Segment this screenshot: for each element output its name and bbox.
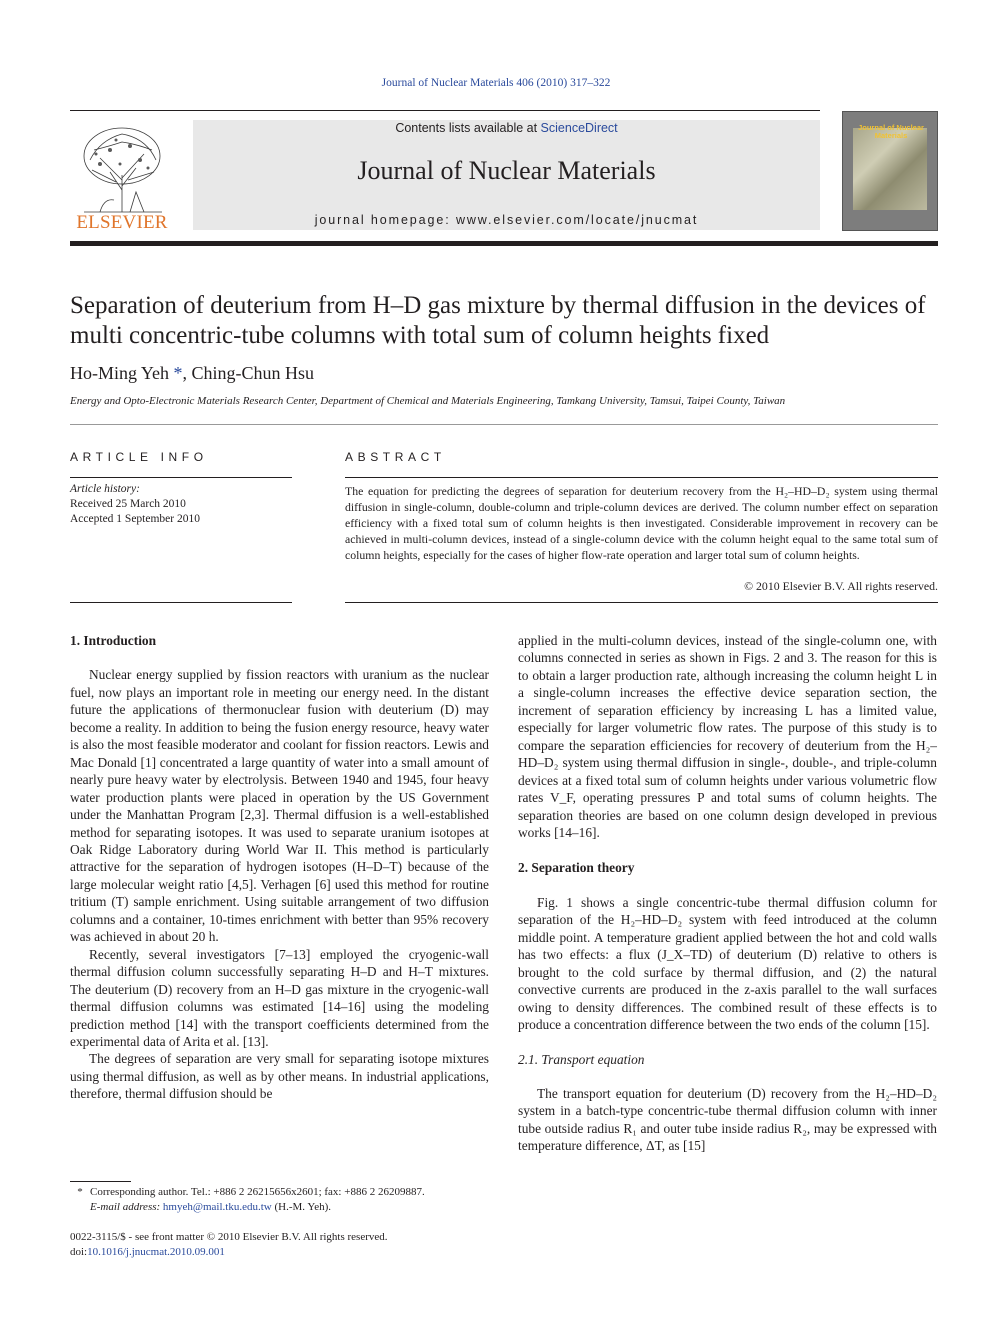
abstract-copyright: © 2010 Elsevier B.V. All rights reserved. — [744, 579, 938, 593]
doi-label: doi: — [70, 1246, 88, 1258]
cover-image — [853, 128, 927, 210]
corresponding-author-footnote — [70, 1185, 425, 1215]
author-name[interactable]: Ching-Chun Hsu — [191, 363, 315, 383]
abstract-bottom-rule — [345, 602, 938, 603]
article-info-top-rule — [70, 477, 292, 478]
contents-line — [193, 121, 820, 135]
article-title: Separation of deuterium from H–D gas mixture by thermal diffusion in the devices of multi concentric-tube columns with total sum of column heights fixed — [70, 292, 926, 349]
header-thick-divider — [70, 241, 938, 246]
issn-line: 0022-3115/$ - see front matter © 2010 Elsevier B.V. All rights reserved. — [70, 1231, 388, 1243]
footnote-rule — [70, 1181, 131, 1182]
email-label: E-mail address: — [90, 1201, 161, 1213]
article-info-heading: ARTICLE INFO — [70, 450, 208, 464]
intro-paragraph-1: Nuclear energy supplied by fission reactors with uranium as the nuclear fuel, now plays an important role in meeting our energy need. In the distant future the applications of thermonuclear fusion with deuterium (D) may become a reality. In addition to being the fusion energy resource, heavy water is also the most feasible moderator and coolant for fission reactors. Lewis and Mac Donald [1] concentrated a large quantity of water into a small amount of nearly pure heavy water by electrolysis. Between 1940 and 1945, four heavy water production plants were placed in operation by the US Government under the Manhattan Program [2,3]. Thermal diffusion is a well-established method for separating isotopes. It was used to separate uranium isotopes at Oak Ridge Laboratory during World War II. This method is particularly attractive for the separation of hydrogen isotopes (H–D–T) because of the large molecular weight ratio [4,5]. Verhagen [6] used this method for routine tritium (T) sample enrichment. Using suitable arrangement of two diffusion columns and a container, 10-times enrichment with better than 95% recovery was achieved in about 20 h. — [70, 667, 489, 945]
section-heading-separation-theory: 2. Separation theory — [518, 860, 635, 876]
intro-paragraph-continued: applied in the multi-column devices, instead of the single-column one, with columns connected in series as shown in Figs. 2 and 3. The reason for this is to obtain a larger production rate, although increasing the column height L in a single-column increases the effective device separation section, the increment of separation efficiency by increasing L has a limited value, especially for larger volumetric flow rates. The purpose of this study is to compare the separation efficiencies for recovery of deuterium from the H₂–HD–D₂ system using thermal diffusion in single-, double-, and triple-column devices at a fixed total sum of column heights under various volumetric flow rates V_F, operating pressures P and total sums of column heights. The separation theories are based on one column design developed in previous works [14–16]. — [518, 633, 937, 840]
received-date: Received 25 March 2010 — [70, 498, 186, 510]
journal-homepage-line[interactable]: journal homepage: www.elsevier.com/locate/jnucmat — [314, 213, 699, 227]
doi-link[interactable]: 10.1016/j.jnucmat.2010.09.001 — [87, 1246, 225, 1258]
author-name[interactable]: Ho-Ming Yeh — [70, 363, 170, 383]
journal-title: Journal of Nuclear Materials — [357, 156, 656, 185]
accepted-date: Accepted 1 September 2010 — [70, 513, 200, 525]
abstract-text: The equation for predicting the degrees of separation for deuterium recovery from the H₂–HD–D₂ system using thermal diffusion in single-column, double-column and triple-column devices are derived. The column number effect on separation efficiency with a fixed total sum of column heights is then investigated. Considerable improvement in recovery can be achieved in multi-column devices, instead of a single-column device with the column height equal to the same total sum of column heights, especially for the cases of higher flow-rate operation and larger total sum of column heights. — [345, 484, 938, 562]
article-history — [70, 482, 200, 527]
theory-paragraph-1: Fig. 1 shows a single concentric-tube thermal diffusion column for separation of the H₂–HD–D₂ system with feed introduced at the column middle point. A temperature gradient applied between the hot and cold walls has two effects: a flux (J_X–TD) of deuterium (D) relative to others is brought to the cold surface by thermal diffusion, and (2) the natural convective currents are produced in the z-axis parallel to the wall surfaces owing to density differences. The combined result of these effects is to produce a concentration difference between the two ends of the column [15]. — [518, 894, 937, 1033]
footnote-mark: * — [77, 1186, 83, 1198]
sciencedirect-link[interactable]: ScienceDirect — [540, 121, 618, 135]
cover-title: Journal of Nuclear Materials — [858, 123, 924, 140]
contents-prefix: Contents lists available at — [395, 121, 541, 135]
transport-paragraph-1: The transport equation for deuterium (D) recovery from the H₂–HD–D₂ system in a batch-type concentric-tube thermal diffusion column with inner tube outside radius R₁ and outer tube inside radius R₂, may be expressed with temperature difference, ΔT, as [15] — [518, 1085, 937, 1154]
author-separator: , — [182, 363, 192, 383]
subsection-heading-transport-equation: 2.1. Transport equation — [518, 1051, 645, 1067]
affiliation: Energy and Opto-Electronic Materials Research Center, Department of Chemical and Materials Engineering, Tamkang University, Tamsui, Taipei County, Taiwan — [70, 395, 786, 407]
intro-paragraph-3: The degrees of separation are very small for separating isotope mixtures using thermal diffusion, as well as by other means. In industrial applications, therefore, thermal diffusion should be — [70, 1051, 489, 1102]
affiliation-divider — [70, 424, 938, 425]
history-label: Article history: — [70, 483, 140, 495]
header-divider — [70, 110, 820, 111]
corresponding-author-mark[interactable]: * — [173, 363, 183, 383]
article-info-bottom-rule — [70, 602, 292, 603]
journal-reference-link[interactable]: Journal of Nuclear Materials 406 (2010) 317–322 — [381, 77, 611, 89]
email-suffix: (H.-M. Yeh). — [271, 1201, 332, 1213]
email-link[interactable]: hmyeh@mail.tku.edu.tw — [162, 1201, 272, 1213]
elsevier-wordmark: ELSEVIER — [76, 212, 168, 233]
journal-cover-thumbnail[interactable] — [842, 111, 938, 231]
abstract-heading: ABSTRACT — [345, 450, 446, 464]
body-left-column — [70, 632, 489, 1103]
issn-doi-block — [70, 1230, 388, 1260]
body-right-column — [518, 632, 937, 1155]
intro-paragraph-2: Recently, several investigators [7–13] employed the cryogenic-wall thermal diffusion column successfully separating H–D and H–T mixtures. The deuterium (D) recovery from an H–D gas mixture in the cryogenic-wall thermal diffusion columns was estimated [14–16] using the modeling prediction method [14] with the transport coefficients determined from the experimental data of Arita et al. [13]. — [70, 946, 489, 1049]
abstract-top-rule — [345, 477, 938, 478]
section-heading-introduction: 1. Introduction — [70, 633, 157, 648]
footnote-contact: Corresponding author. Tel.: +886 2 26215656x2601; fax: +886 2 26209887. — [90, 1186, 425, 1198]
author-list — [70, 363, 314, 384]
